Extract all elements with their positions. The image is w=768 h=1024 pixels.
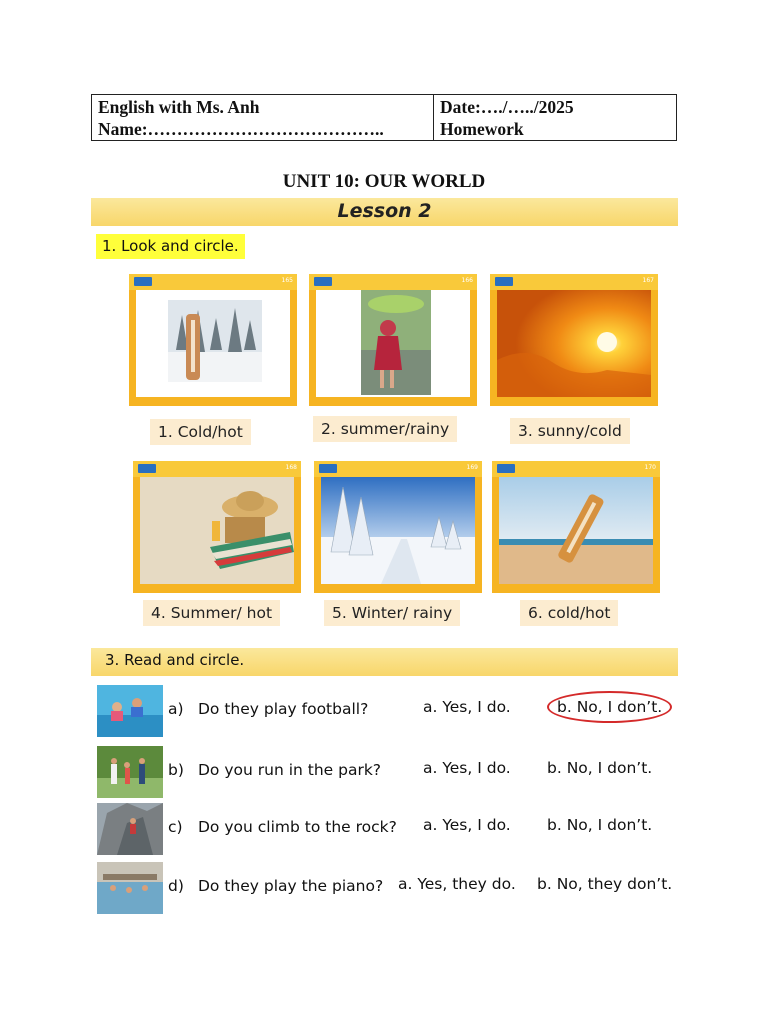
question-letter: c) <box>168 818 183 836</box>
book-logo-icon <box>497 464 515 473</box>
question-text: Do they play football? <box>198 700 369 718</box>
page-number: 168 <box>285 464 297 471</box>
book-logo-icon <box>314 277 332 286</box>
girl-umbrella-rain-photo <box>316 290 470 397</box>
page-number: 166 <box>461 277 473 284</box>
family-walk-park-photo <box>97 746 163 798</box>
picture-card-4 <box>133 461 301 593</box>
question-letter: d) <box>168 877 184 895</box>
caption-5: 5. Winter/ rainy <box>324 600 460 626</box>
section-3-banner <box>91 648 678 676</box>
thermometer-sand-photo <box>499 477 653 584</box>
answer-option-a[interactable]: a. Yes, I do. <box>423 759 511 777</box>
page-number: 169 <box>466 464 478 471</box>
sun-hot-sky-photo <box>497 290 651 397</box>
water-park-photo <box>97 862 163 914</box>
book-logo-icon <box>319 464 337 473</box>
answer-option-a[interactable]: a. Yes, they do. <box>398 875 516 893</box>
header-table <box>91 94 677 141</box>
question-letter: a) <box>168 700 184 718</box>
answer-option-b-circled[interactable]: b. No, I don’t. <box>547 691 672 723</box>
question-row-c <box>97 803 697 857</box>
answer-option-b[interactable]: b. No, they don’t. <box>537 875 673 893</box>
picture-card-1 <box>129 274 297 406</box>
answer-option-b[interactable]: b. No, I don’t. <box>547 759 653 777</box>
thermometer-snow-photo <box>136 290 290 397</box>
beach-hat-towel-photo <box>140 477 294 584</box>
snowy-forest-photo <box>321 477 475 584</box>
name-field: Name:………………………………….. <box>98 119 384 139</box>
section-3-title: 3. Read and circle. <box>105 651 245 669</box>
question-row-d <box>97 862 697 916</box>
answer-option-a[interactable]: a. Yes, I do. <box>423 816 511 834</box>
caption-6: 6. cold/hot <box>520 600 618 626</box>
section-1-title: 1. Look and circle. <box>96 234 245 259</box>
question-text: Do you climb to the rock? <box>198 818 397 836</box>
book-logo-icon <box>495 277 513 286</box>
picture-card-5 <box>314 461 482 593</box>
picture-card-3 <box>490 274 658 406</box>
lesson-banner <box>91 198 678 226</box>
caption-3: 3. sunny/cold <box>510 418 630 444</box>
question-row-a <box>97 685 697 739</box>
answer-option-a[interactable]: a. Yes, I do. <box>423 698 511 716</box>
swimming-kids-photo <box>97 685 163 737</box>
page-number: 170 <box>644 464 656 471</box>
picture-card-6 <box>492 461 660 593</box>
caption-1: 1. Cold/hot <box>150 419 251 445</box>
book-logo-icon <box>138 464 156 473</box>
caption-4: 4. Summer/ hot <box>143 600 280 626</box>
page-number: 167 <box>642 277 654 284</box>
date-field: Date:…./…../2025 <box>440 97 574 117</box>
lesson-title: Lesson 2 <box>337 200 432 222</box>
answer-option-b[interactable]: b. No, I don’t. <box>547 816 653 834</box>
book-logo-icon <box>134 277 152 286</box>
teacher-label: English with Ms. Anh <box>98 97 260 117</box>
header-left-cell <box>92 95 434 140</box>
caption-2: 2. summer/rainy <box>313 416 457 442</box>
question-text: Do they play the piano? <box>198 877 384 895</box>
unit-title: UNIT 10: OUR WORLD <box>282 171 486 192</box>
homework-label: Homework <box>440 119 524 139</box>
question-row-b <box>97 746 697 800</box>
question-letter: b) <box>168 761 184 779</box>
page-number: 165 <box>281 277 293 284</box>
picture-card-2 <box>309 274 477 406</box>
rock-climbing-photo <box>97 803 163 855</box>
question-text: Do you run in the park? <box>198 761 382 779</box>
header-right-cell <box>434 95 676 140</box>
